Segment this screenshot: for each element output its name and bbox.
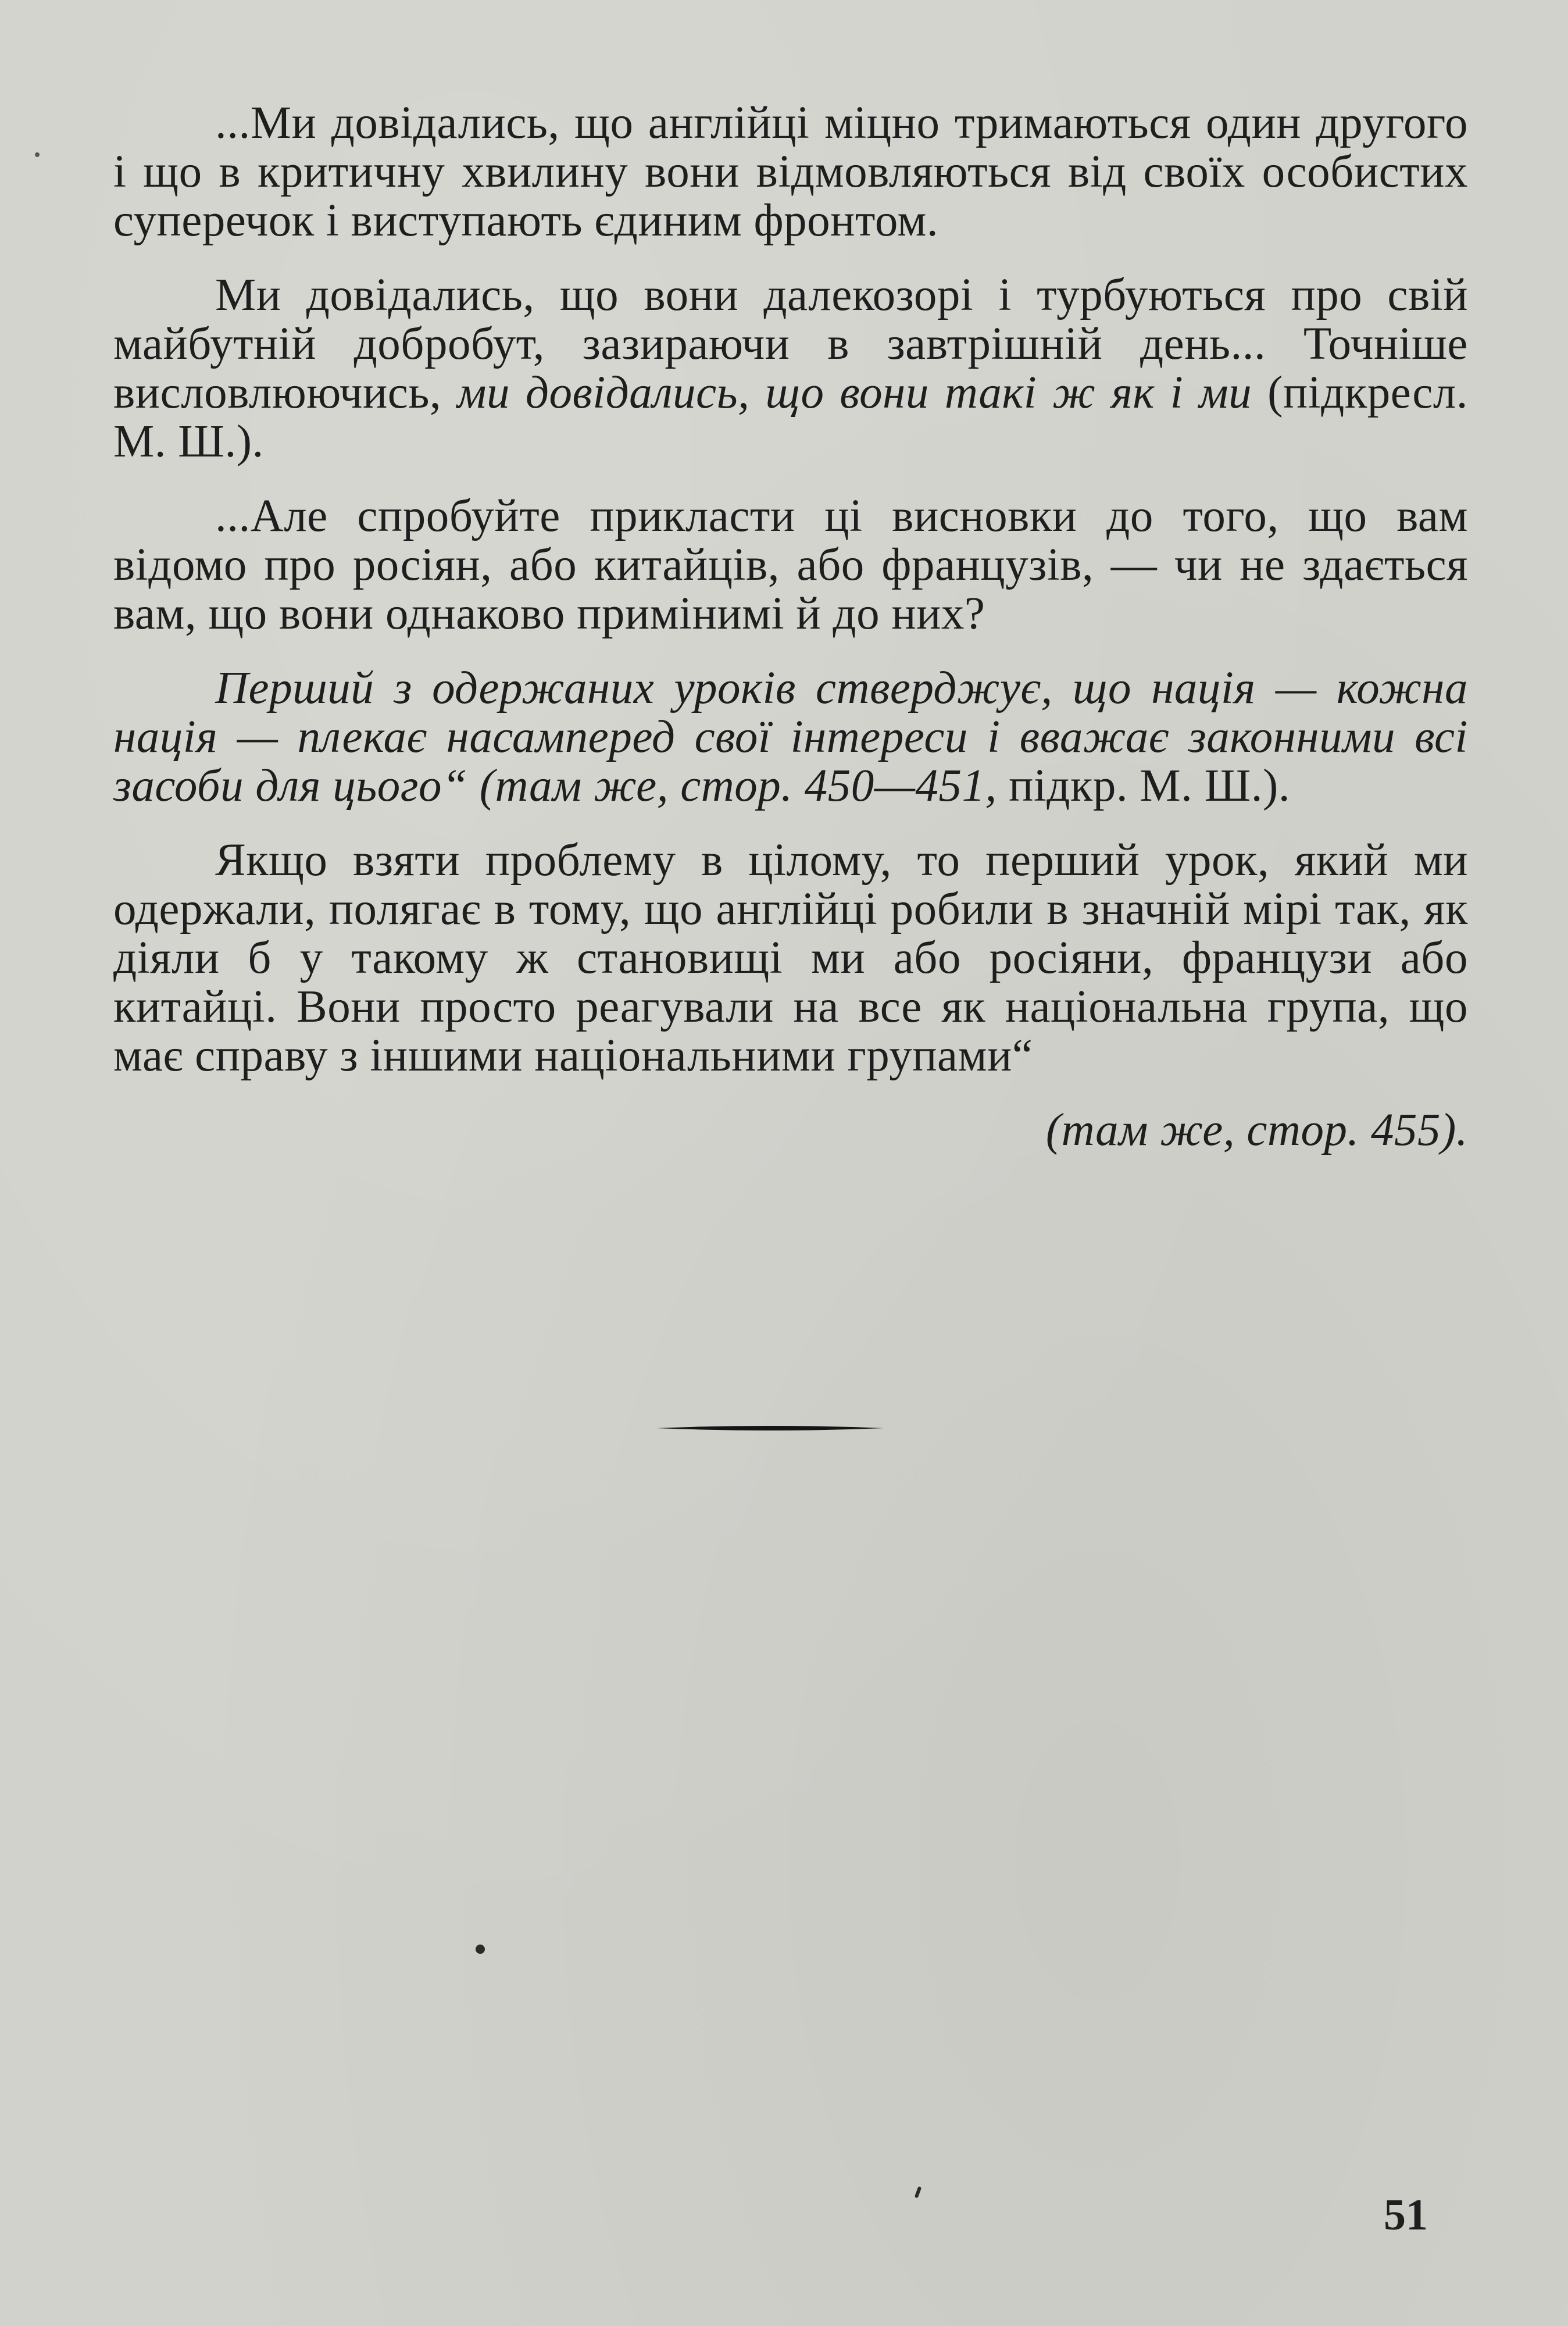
- print-speck: [915, 2186, 921, 2199]
- paragraph-2-emphasis: ми довідались, що вони такі ж як і ми: [457, 368, 1252, 418]
- paragraph-5: [113, 836, 1468, 1080]
- section-divider-ornament: [657, 1421, 884, 1435]
- paragraph-4: [113, 664, 1468, 811]
- print-speck: [35, 152, 40, 157]
- paragraph-4-quote: Перший з одержаних уроків стверджує, що нація — кожна нація — плекає насамперед свої інтереси і вважає законними всі засоби для цього“ (там же, стор. 450—451,: [113, 663, 1468, 811]
- paragraph-3: [113, 492, 1468, 638]
- source-citation: (там же, стор. 455).: [1045, 1105, 1468, 1155]
- print-speck: [476, 1945, 485, 1954]
- body-text: [113, 99, 1468, 1155]
- paragraph-2: [113, 271, 1468, 466]
- paragraph-5-text: Якщо взяти проблему в цілому, то перший урок, який ми одержали, полягає в тому, що англійці робили в значній мірі так, як діяли б у такому ж становищі ми або росіяни, французи або китайці. Вони просто реагували на все як національна група, що має справу з іншими національними групами“: [113, 835, 1468, 1081]
- page-number: 51: [1384, 2191, 1428, 2239]
- paragraph-1-text: ...Ми довідались, що англійці міцно тримаються один другого і що в критичну хвилину вони відмовляються від своїх особистих суперечок і виступають єдиним фронтом.: [113, 98, 1468, 246]
- paragraph-2-note: (підкресл. М. Ш.).: [113, 368, 1468, 467]
- paragraph-1: [113, 99, 1468, 245]
- paragraph-3-text: ...Але спробуйте прикласти ці висновки до того, що вам відомо про росіян, або китайців, або французів, — чи не здається вам, що вони однаково примінимі й до них?: [113, 491, 1468, 639]
- paragraph-2-text-start: Ми довідались, що вони далекозорі і турбуються про свій майбутній добробут, зазираючи в завтрішній день... Точніше висловлюючись,: [113, 270, 1468, 418]
- paragraph-4-note: підкр. М. Ш.).: [1009, 761, 1291, 811]
